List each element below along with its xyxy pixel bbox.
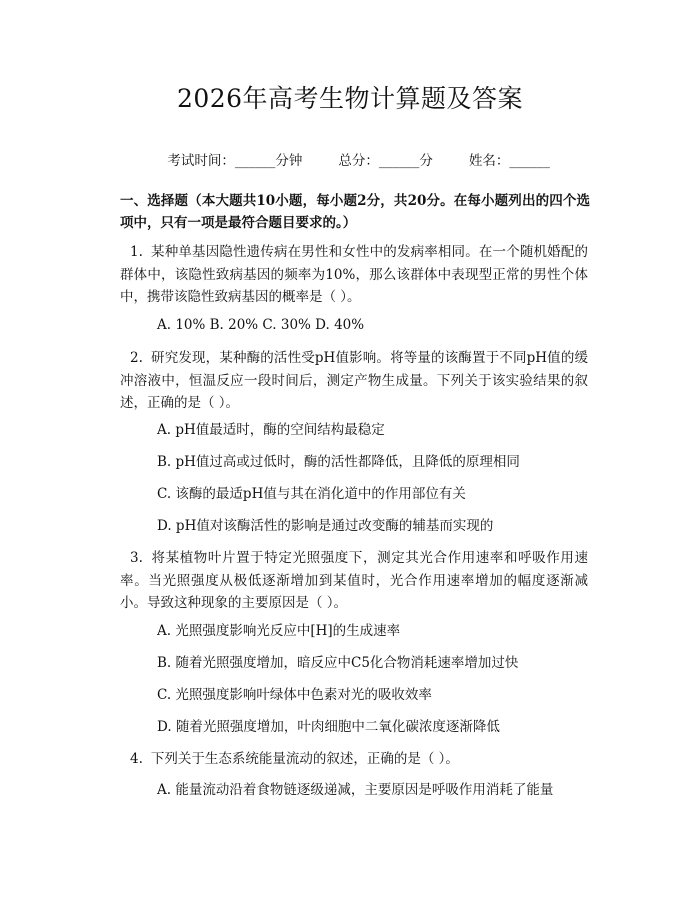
name-field: 姓名：______: [468, 153, 550, 169]
page-title: 2026年高考生物计算题及答案: [176, 84, 524, 113]
option-d: D. 随着光照强度增加，叶肉细胞中二氧化碳浓度逐渐降低: [157, 719, 500, 735]
question-text: 下列关于生态系统能量流动的叙述，正确的是（ ）。: [150, 751, 459, 767]
option-b: B. pH值过高或过低时，酶的活性都降低，且降低的原理相同: [157, 454, 520, 470]
option-d: D. pH值对该酶活性的影响是通过改变酶的辅基而实现的: [157, 518, 494, 534]
question-2: [120, 347, 588, 415]
question-number: 3.: [130, 550, 143, 566]
option-a: A. 光照强度影响光反应中[H]的生成速率: [157, 623, 401, 639]
question-4: [120, 748, 588, 771]
option-a: A. 能量流动沿着食物链逐级递减，主要原因是呼吸作用消耗了能量: [157, 782, 554, 798]
option-a: A. pH值最适时，酶的空间结构最稳定: [157, 422, 385, 438]
section-heading: 一、选择题（本大题共10小题，每小题2分，共20分。在每小题列出的四个选项中，只有一项是最符合题目要求的。）: [120, 193, 590, 231]
exam-time-field: 考试时间：______分钟: [167, 153, 303, 169]
option-c: C. 光照强度影响叶绿体中色素对光的吸收效率: [157, 687, 432, 703]
question-text: 将某植物叶片置于特定光照强度下，测定其光合作用速率和呼吸作用速率。当光照强度从极低逐渐增加到某值时，光合作用速率增加的幅度逐渐减小。导致这种现象的主要原因是（ ）。: [120, 550, 588, 611]
question-3: [120, 547, 588, 615]
total-score-field: 总分：______分: [338, 153, 433, 169]
option-b: B. 随着光照强度增加，暗反应中C5化合物消耗速率增加过快: [157, 655, 519, 671]
question-number: 1.: [130, 244, 143, 260]
option-c: C. 该酶的最适pH值与其在消化道中的作用部位有关: [157, 486, 466, 502]
question-text: 某种单基因隐性遗传病在男性和女性中的发病率相同。在一个随机婚配的群体中，该隐性致病基因的频率为10%，那么该群体中表现型正常的男性个体中，携带该隐性致病基因的概率是（ ）。: [120, 244, 588, 305]
question-1-options: A. 10% B. 20% C. 30% D. 40%: [157, 317, 365, 333]
exam-meta: [0, 131, 700, 191]
question-number: 4.: [130, 751, 143, 767]
question-1: [120, 241, 588, 309]
question-number: 2.: [130, 350, 143, 366]
question-text: 研究发现，某种酶的活性受pH值影响。将等量的该酶置于不同pH值的缓冲溶液中，恒温反应一段时间后，测定产物生成量。下列关于该实验结果的叙述，正确的是（ ）。: [120, 350, 588, 411]
